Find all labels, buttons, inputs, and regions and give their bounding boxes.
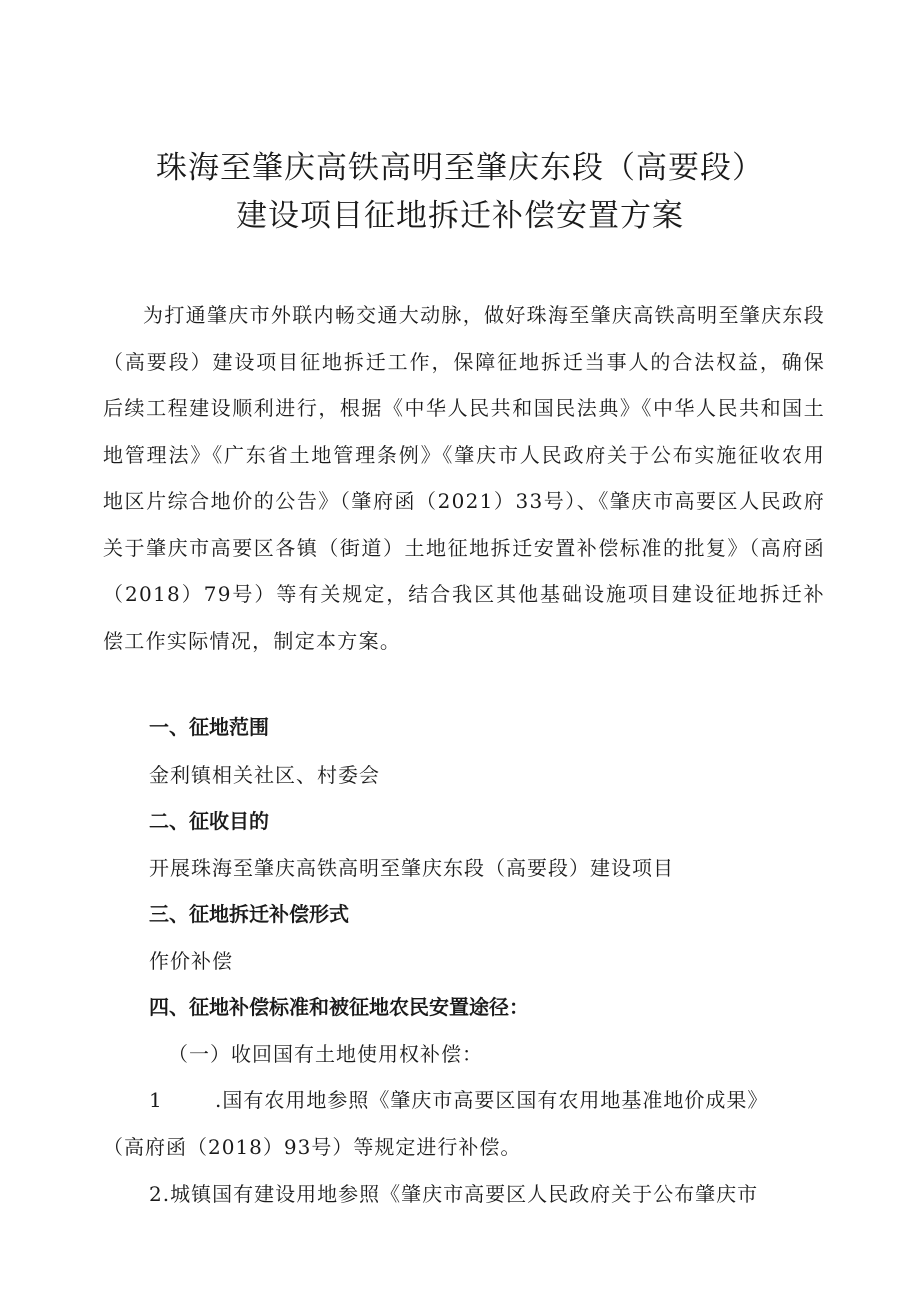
section-heading-4: 四、征地补偿标准和被征地农民安置途径： bbox=[149, 995, 529, 1019]
list-item-2 bbox=[103, 1180, 833, 1208]
section-body-1: 金利镇相关社区、村委会 bbox=[149, 763, 380, 787]
section-heading-1: 一、征地范围 bbox=[149, 715, 269, 739]
section-heading-3: 三、征地拆迁补偿形式 bbox=[149, 902, 349, 926]
list-item-2-text: .城镇国有建设用地参照《肇庆市高要区人民政府关于公布肇庆市 bbox=[162, 1182, 759, 1206]
intro-paragraph: 为打通肇庆市外联内畅交通大动脉，做好珠海至肇庆高铁高明至肇庆东段（高要段）建设项目征地拆迁工作，保障征地拆迁当事人的合法权益，确保后续工程建设顺利进行，根据《中华人民共和国民法典》《中华人民共和国土地管理法》《广东省土地管理条例》《肇庆市人民政府关于公布实施征收农用地区片综合地价的公告》（肇府函（2021）33号）、《肇庆市高要区人民政府关于肇庆市高要区各镇（街道）土地征地拆迁安置补偿标准的批复》（高府函（2018）79号）等有关规定，结合我区其他基础设施项目建设征地拆迁补偿工作实际情况，制定本方案。 bbox=[103, 303, 825, 653]
document-title-line-2: 建设项目征地拆迁补偿安置方案 bbox=[236, 198, 684, 234]
section-body-3: 作价补偿 bbox=[149, 949, 233, 973]
list-item-2-number: 2 bbox=[149, 1182, 163, 1206]
section-heading-2: 二、征收目的 bbox=[149, 809, 269, 833]
subsection-heading: （一）收回国有土地使用权补偿： bbox=[168, 1042, 483, 1066]
list-item-1-continuation: （高府函（2018）93号）等规定进行补偿。 bbox=[103, 1135, 522, 1159]
list-item-1-number: 1 bbox=[149, 1088, 163, 1112]
list-item-1-text: .国有农用地参照《肇庆市高要区国有农用地基准地价成果》 bbox=[215, 1088, 769, 1112]
section-body-2: 开展珠海至肇庆高铁高明至肇庆东段（高要段）建设项目 bbox=[149, 856, 674, 880]
document-title-line-1: 珠海至肇庆高铁高明至肇庆东段（高要段） bbox=[156, 150, 764, 186]
list-item-1 bbox=[103, 1086, 833, 1114]
